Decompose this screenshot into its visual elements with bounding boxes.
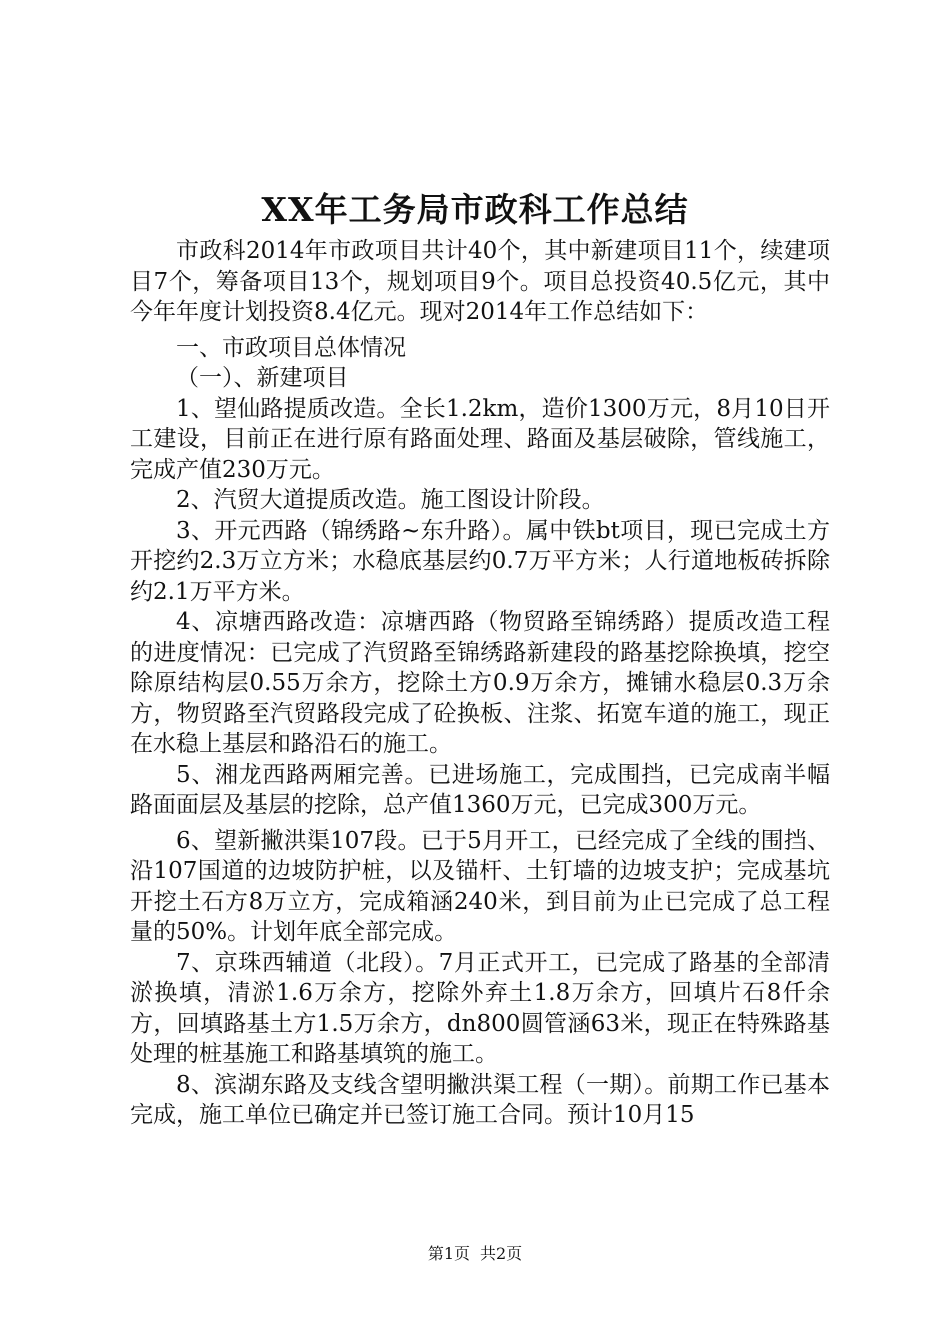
paragraph-item-7: 7、京珠西辅道（北段）。7月正式开工，已完成了路基的全部清淤换填，清淤1.6万余方，挖除外弃土1.8万余方，回填片石8仟余方，回填路基土方1.5万余方，dn800圆管涵63米，现正在特殊路基处理的桩基施工和路基填筑的施工。	[130, 949, 830, 1067]
paragraph-item-4: 4、凉塘西路改造：凉塘西路（物贸路至锦绣路）提质改造工程的进度情况：已完成了汽贸路至锦绣路新建段的路基挖除换填，挖空除原结构层0.55万余方，挖除土方0.9万余方，摊铺水稳层0.3万余方，物贸路至汽贸路段完成了砼换板、注浆、拓宽车道的施工，现正在水稳上基层和路沿石的施工。	[130, 609, 830, 757]
page-number: 第1页	[427, 1244, 470, 1263]
paragraph-item-5: 5、湘龙西路两厢完善。已进场施工，完成围挡，已完成南半幅路面面层及基层的挖除，总产值1360万元，已完成300万元。	[130, 761, 830, 818]
subsection-heading: （一）、新建项目	[176, 365, 349, 391]
paragraph-intro: 市政科2014年市政项目共计40个，其中新建项目11个，续建项目7个，筹备项目13个，规划项目9个。项目总投资40.5亿元，其中今年年度计划投资8.4亿元。现对2014年工作总结如下：	[130, 238, 830, 325]
paragraph-item-2: 2、汽贸大道提质改造。施工图设计阶段。	[176, 487, 605, 513]
section-heading: 一、市政项目总体情况	[176, 334, 406, 361]
paragraph-item-1: 1、望仙路提质改造。全长1.2km，造价1300万元，8月10日开工建设，目前正在进行原有路面处理、路面及基层破除，管线施工，完成产值230万元。	[130, 395, 830, 483]
page-footer	[0, 1243, 950, 1265]
document-body	[130, 236, 830, 1131]
paragraph-item-3: 3、开元西路（锦绣路~东升路）。属中铁bt项目，现已完成土方开挖约2.3万立方米；水稳底基层约0.7万平方米；人行道地板砖拆除约2.1万平方米。	[130, 517, 830, 605]
page-total: 共2页	[480, 1244, 523, 1263]
paragraph-item-6: 6、望新撇洪渠107段。已于5月开工，已经完成了全线的围挡、沿107国道的边坡防护桩，以及锚杆、土钉墙的边坡支护；完成基坑开挖土石方8万立方，完成箱涵240米，到目前为止已完成了总工程量的50%。计划年底全部完成。	[130, 827, 830, 945]
document-title: XX年工务局市政科工作总结	[261, 190, 689, 229]
paragraph-item-8: 8、滨湖东路及支线含望明撇洪渠工程（一期）。前期工作已基本完成，施工单位已确定并已签订施工合同。预计10月15	[130, 1071, 830, 1128]
